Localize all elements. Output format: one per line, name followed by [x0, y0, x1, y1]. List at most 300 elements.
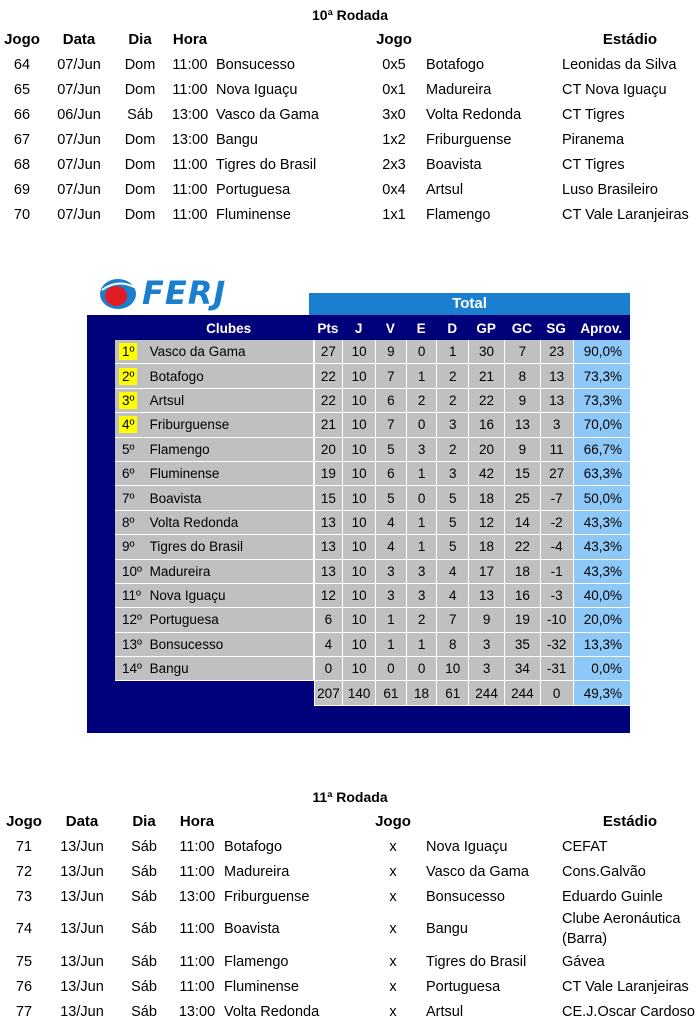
header-jogo: Jogo: [4, 30, 40, 48]
stat-gp: 17: [468, 560, 504, 584]
stat-gp: 3: [468, 657, 504, 681]
stat-j: 10: [342, 511, 375, 535]
stat-sg: -1: [540, 560, 573, 584]
position-label: 5º: [122, 441, 135, 457]
stat-e: 3: [406, 584, 437, 608]
round-11-header-row: [0, 808, 700, 834]
standings-row: [115, 511, 630, 535]
match-score: 2x3: [382, 156, 406, 173]
total-header: Total: [309, 293, 630, 315]
total-d: 61: [436, 681, 468, 705]
match-row: [0, 77, 700, 102]
match-date: 07/Jun: [57, 206, 101, 223]
stat-gp: 3: [468, 633, 504, 657]
stat-aprov: 43,3%: [573, 560, 630, 584]
match-date: 13/Jun: [60, 838, 104, 855]
match-time: 13:00: [171, 131, 209, 148]
stat-gp: 16: [468, 413, 504, 437]
match-date: 13/Jun: [60, 953, 104, 970]
header-dia: Dia: [132, 812, 156, 830]
stat-sg: -7: [540, 486, 573, 510]
position-label: 10º: [122, 563, 142, 579]
header-hora: Hora: [179, 812, 215, 830]
match-time: 13:00: [171, 106, 209, 123]
stat-v: 7: [375, 364, 406, 388]
stat-pts: 21: [314, 413, 343, 437]
header-data: Data: [62, 30, 96, 48]
position-cell: [115, 340, 144, 364]
stat-d: 8: [436, 633, 468, 657]
position-cell: [115, 633, 144, 657]
stadium: Eduardo Guinle: [562, 888, 663, 905]
stadium: CT Vale Laranjeiras: [562, 978, 689, 995]
stadium: CEFAT: [562, 838, 608, 855]
home-team: Friburguense: [224, 888, 310, 905]
standings-row: [115, 438, 630, 462]
stat-d: 4: [436, 584, 468, 608]
away-team: Boavista: [426, 156, 482, 173]
stat-v: 3: [375, 584, 406, 608]
match-time: 11:00: [179, 953, 215, 970]
stat-j: 10: [342, 413, 375, 437]
header-j: J: [342, 316, 375, 340]
standings-row: [115, 633, 630, 657]
standings-row: [115, 462, 630, 486]
header-jogo-2: Jogo: [375, 812, 411, 830]
away-team: Flamengo: [426, 206, 491, 223]
stat-sg: -10: [540, 608, 573, 632]
stat-gc: 9: [504, 438, 540, 462]
header-gc: GC: [504, 316, 540, 340]
stat-sg: -4: [540, 535, 573, 559]
position-cell: [115, 560, 144, 584]
header-clubes: Clubes: [144, 316, 314, 340]
stat-gc: 16: [504, 584, 540, 608]
stat-gp: 42: [468, 462, 504, 486]
round-10-section: [0, 4, 700, 227]
position-cell: [115, 462, 144, 486]
header-hora: Hora: [172, 30, 208, 48]
total-pts: 207: [314, 681, 343, 705]
away-team: Madureira: [426, 81, 492, 98]
standings-table-panel: [87, 268, 630, 733]
stat-pts: 20: [314, 438, 343, 462]
stadium: Leonidas da Silva: [562, 56, 677, 73]
match-date: 13/Jun: [60, 921, 104, 937]
stat-v: 3: [375, 560, 406, 584]
stat-pts: 22: [314, 364, 343, 388]
position-label: 1º: [119, 343, 137, 360]
match-day: Dom: [124, 206, 156, 223]
match-row: [0, 949, 700, 974]
match-day: Sáb: [131, 921, 157, 937]
header-e: E: [406, 316, 437, 340]
stat-pts: 22: [314, 389, 343, 413]
club-name: Portuguesa: [144, 608, 314, 632]
position-cell: [115, 535, 144, 559]
stat-gc: 14: [504, 511, 540, 535]
match-row: [0, 834, 700, 859]
stadium: CT Tigres: [562, 156, 625, 173]
round-11-table: [0, 808, 700, 1024]
position-label: 9º: [122, 539, 135, 555]
stat-e: 1: [406, 633, 437, 657]
match-score: x: [389, 953, 397, 970]
stat-aprov: 43,3%: [573, 511, 630, 535]
stat-pts: 19: [314, 462, 343, 486]
match-row: [0, 999, 700, 1024]
match-score: 0x5: [382, 56, 406, 73]
stat-e: 3: [406, 560, 437, 584]
stat-d: 3: [436, 462, 468, 486]
match-day: Sáb: [131, 863, 157, 880]
stat-j: 10: [342, 535, 375, 559]
club-name: Boavista: [144, 486, 314, 510]
match-score: 3x0: [382, 106, 406, 123]
stat-pts: 13: [314, 560, 343, 584]
stat-v: 5: [375, 438, 406, 462]
round-11-section: [0, 786, 700, 1024]
stadium: Gávea: [562, 953, 605, 970]
stat-gc: 19: [504, 608, 540, 632]
away-team: Portuguesa: [426, 978, 501, 995]
header-jogo-2: Jogo: [376, 30, 412, 48]
stat-aprov: 0,0%: [573, 657, 630, 681]
stat-pts: 13: [314, 511, 343, 535]
stat-j: 10: [342, 657, 375, 681]
header-estadio: Estádio: [602, 812, 658, 830]
away-team: Bangu: [426, 921, 468, 937]
match-day: Sáb: [127, 106, 153, 123]
position-cell: [115, 413, 144, 437]
total-sg: 0: [540, 681, 573, 705]
stat-pts: 27: [314, 340, 343, 364]
match-row: [0, 152, 700, 177]
match-row: [0, 884, 700, 909]
match-score: 1x2: [382, 131, 406, 148]
stat-e: 1: [406, 462, 437, 486]
position-label: 6º: [122, 466, 135, 482]
match-day: Sáb: [131, 978, 157, 995]
match-date: 13/Jun: [60, 888, 104, 905]
home-team: Madureira: [224, 863, 290, 880]
position-cell: [115, 364, 144, 388]
stat-v: 6: [375, 389, 406, 413]
stat-e: 0: [406, 657, 437, 681]
stat-gp: 18: [468, 535, 504, 559]
standings-row: [115, 413, 630, 437]
stat-e: 1: [406, 364, 437, 388]
stat-sg: 11: [540, 438, 573, 462]
stat-sg: -3: [540, 584, 573, 608]
away-team: Friburguense: [426, 131, 512, 148]
stat-d: 5: [436, 511, 468, 535]
home-team: Fluminense: [224, 978, 299, 995]
stat-gp: 9: [468, 608, 504, 632]
home-team: Tigres do Brasil: [216, 156, 317, 173]
stadium: Clube Aeronáutica (Barra): [562, 911, 681, 947]
stat-d: 3: [436, 413, 468, 437]
standings-row: [115, 364, 630, 388]
header-aprov: Aprov.: [573, 316, 630, 340]
club-name: Vasco da Gama: [144, 340, 314, 364]
home-team: Portuguesa: [216, 181, 291, 198]
match-number: 71: [15, 838, 33, 855]
position-cell: [115, 657, 144, 681]
stat-aprov: 43,3%: [573, 535, 630, 559]
position-cell: [115, 438, 144, 462]
match-number: 67: [13, 131, 31, 148]
position-label: 3º: [119, 392, 137, 409]
position-cell: [115, 486, 144, 510]
stat-gp: 12: [468, 511, 504, 535]
stat-aprov: 90,0%: [573, 340, 630, 364]
position-cell: [115, 584, 144, 608]
stat-e: 3: [406, 438, 437, 462]
match-row: [0, 974, 700, 999]
position-label: 13º: [122, 636, 142, 652]
stadium: Luso Brasileiro: [562, 181, 658, 198]
position-label: 4º: [119, 416, 137, 433]
stat-v: 1: [375, 608, 406, 632]
stat-j: 10: [342, 340, 375, 364]
match-time: 11:00: [172, 156, 208, 173]
stat-aprov: 73,3%: [573, 364, 630, 388]
match-row: [0, 127, 700, 152]
home-team: Nova Iguaçu: [216, 81, 298, 98]
stat-d: 5: [436, 486, 468, 510]
stadium: Piranema: [562, 131, 625, 148]
stat-d: 1: [436, 340, 468, 364]
club-name: Volta Redonda: [144, 511, 314, 535]
match-score: 0x1: [382, 81, 406, 98]
standings-row: [115, 389, 630, 413]
match-day: Dom: [124, 156, 156, 173]
club-name: Flamengo: [144, 438, 314, 462]
club-name: Bangu: [144, 657, 314, 681]
standings-row: [115, 535, 630, 559]
stat-sg: 27: [540, 462, 573, 486]
round-10-table: [0, 26, 700, 227]
total-aprov: 49,3%: [573, 681, 630, 705]
club-name: Nova Iguaçu: [144, 584, 314, 608]
stat-pts: 6: [314, 608, 343, 632]
match-time: 11:00: [172, 56, 208, 73]
club-name: Tigres do Brasil: [144, 535, 314, 559]
match-date: 13/Jun: [60, 978, 104, 995]
standings-row: [115, 560, 630, 584]
stat-v: 4: [375, 511, 406, 535]
stat-gp: 20: [468, 438, 504, 462]
match-time: 13:00: [178, 888, 216, 905]
match-day: Dom: [124, 81, 156, 98]
match-date: 13/Jun: [60, 863, 104, 880]
stat-sg: 3: [540, 413, 573, 437]
stat-gp: 22: [468, 389, 504, 413]
stat-gc: 9: [504, 389, 540, 413]
away-team: Tigres do Brasil: [426, 953, 527, 970]
match-time: 13:00: [178, 1003, 216, 1020]
match-date: 06/Jun: [57, 106, 101, 123]
match-row: [0, 859, 700, 884]
club-name: Artsul: [144, 389, 314, 413]
stat-j: 10: [342, 584, 375, 608]
stat-d: 4: [436, 560, 468, 584]
away-team: Botafogo: [426, 56, 485, 73]
header-d: D: [436, 316, 468, 340]
match-score: x: [389, 921, 397, 937]
header-dia: Dia: [128, 30, 152, 48]
stat-gp: 30: [468, 340, 504, 364]
match-score: x: [389, 1003, 397, 1020]
stat-gc: 7: [504, 340, 540, 364]
stat-sg: 13: [540, 389, 573, 413]
away-team: Volta Redonda: [426, 106, 522, 123]
stat-d: 2: [436, 389, 468, 413]
match-number: 66: [13, 106, 31, 123]
away-team: Artsul: [426, 1003, 464, 1020]
stat-d: 7: [436, 608, 468, 632]
stat-gp: 21: [468, 364, 504, 388]
home-team: Volta Redonda: [224, 1003, 320, 1020]
stat-pts: 12: [314, 584, 343, 608]
match-score: x: [389, 863, 397, 880]
position-label: 2º: [119, 368, 137, 385]
stat-gc: 34: [504, 657, 540, 681]
stat-aprov: 13,3%: [573, 633, 630, 657]
match-date: 07/Jun: [57, 81, 101, 98]
away-team: Artsul: [426, 181, 464, 198]
position-cell: [115, 511, 144, 535]
total-gp: 244: [468, 681, 504, 705]
home-team: Fluminense: [216, 206, 291, 223]
stat-d: 2: [436, 438, 468, 462]
ferj-logo: [92, 270, 272, 314]
stat-sg: -2: [540, 511, 573, 535]
total-e: 18: [406, 681, 437, 705]
header-estadio: Estádio: [602, 30, 658, 48]
club-name: Botafogo: [144, 364, 314, 388]
stadium: Cons.Galvão: [562, 863, 646, 880]
match-time: 11:00: [179, 921, 215, 937]
header-jogo: Jogo: [6, 812, 42, 830]
stadium: CT Tigres: [562, 106, 625, 123]
stat-pts: 15: [314, 486, 343, 510]
stat-sg: 13: [540, 364, 573, 388]
stat-j: 10: [342, 560, 375, 584]
stat-j: 10: [342, 462, 375, 486]
stat-e: 2: [406, 389, 437, 413]
match-date: 13/Jun: [60, 1003, 104, 1020]
stat-aprov: 73,3%: [573, 389, 630, 413]
stat-gc: 35: [504, 633, 540, 657]
position-label: 12º: [122, 612, 142, 628]
stat-e: 0: [406, 413, 437, 437]
stat-v: 9: [375, 340, 406, 364]
match-number: 76: [15, 978, 33, 995]
stat-pts: 4: [314, 633, 343, 657]
total-gc: 244: [504, 681, 540, 705]
stat-j: 10: [342, 389, 375, 413]
club-name: Madureira: [144, 560, 314, 584]
club-name: Bonsucesso: [144, 633, 314, 657]
stat-aprov: 20,0%: [573, 608, 630, 632]
match-date: 07/Jun: [57, 181, 101, 198]
match-number: 77: [15, 1003, 33, 1020]
match-row: [0, 909, 700, 949]
stat-v: 0: [375, 657, 406, 681]
stat-d: 2: [436, 364, 468, 388]
standings-row: [115, 584, 630, 608]
stat-aprov: 63,3%: [573, 462, 630, 486]
round-10-header-row: [0, 26, 700, 52]
stat-j: 10: [342, 364, 375, 388]
stadium: CT Vale Laranjeiras: [562, 206, 689, 223]
away-team: Vasco da Gama: [426, 863, 529, 880]
match-day: Sáb: [131, 953, 157, 970]
stat-e: 0: [406, 486, 437, 510]
match-number: 74: [15, 921, 33, 937]
home-team: Bonsucesso: [216, 56, 295, 73]
stat-pts: 0: [314, 657, 343, 681]
position-cell: [115, 389, 144, 413]
stadium: CT Nova Iguaçu: [562, 81, 667, 98]
position-label: 8º: [122, 514, 135, 530]
stat-j: 10: [342, 633, 375, 657]
match-score: x: [389, 888, 397, 905]
away-team: Nova Iguaçu: [426, 838, 508, 855]
stat-d: 5: [436, 535, 468, 559]
stat-sg: 23: [540, 340, 573, 364]
stat-aprov: 66,7%: [573, 438, 630, 462]
away-team: Bonsucesso: [426, 888, 505, 905]
stadium: CE.J.Oscar Cardoso: [562, 1003, 695, 1020]
match-time: 11:00: [172, 81, 208, 98]
standings-row: [115, 486, 630, 510]
header-gp: GP: [468, 316, 504, 340]
match-time: 11:00: [172, 181, 208, 198]
stat-v: 6: [375, 462, 406, 486]
stat-v: 5: [375, 486, 406, 510]
match-score: 0x4: [382, 181, 406, 198]
stat-gc: 15: [504, 462, 540, 486]
stat-gc: 13: [504, 413, 540, 437]
stat-gp: 13: [468, 584, 504, 608]
position-label: 11º: [122, 588, 141, 604]
match-score: 1x1: [382, 206, 406, 223]
header-v: V: [375, 316, 406, 340]
stat-gc: 25: [504, 486, 540, 510]
match-number: 72: [15, 863, 33, 880]
position-label: 14º: [122, 661, 142, 677]
match-time: 11:00: [179, 863, 215, 880]
stat-v: 7: [375, 413, 406, 437]
match-day: Dom: [124, 56, 156, 73]
stat-aprov: 50,0%: [573, 486, 630, 510]
round-11-title: 11ª Rodada: [312, 789, 388, 805]
club-name: Fluminense: [144, 462, 314, 486]
stat-gc: 8: [504, 364, 540, 388]
stat-aprov: 40,0%: [573, 584, 630, 608]
round-10-title: 10ª Rodada: [312, 7, 388, 23]
home-team: Vasco da Gama: [216, 106, 319, 123]
stat-gc: 22: [504, 535, 540, 559]
club-name: Friburguense: [144, 413, 314, 437]
match-day: Dom: [124, 181, 156, 198]
match-number: 70: [13, 206, 31, 223]
match-day: Sáb: [131, 838, 157, 855]
match-time: 11:00: [172, 206, 208, 223]
